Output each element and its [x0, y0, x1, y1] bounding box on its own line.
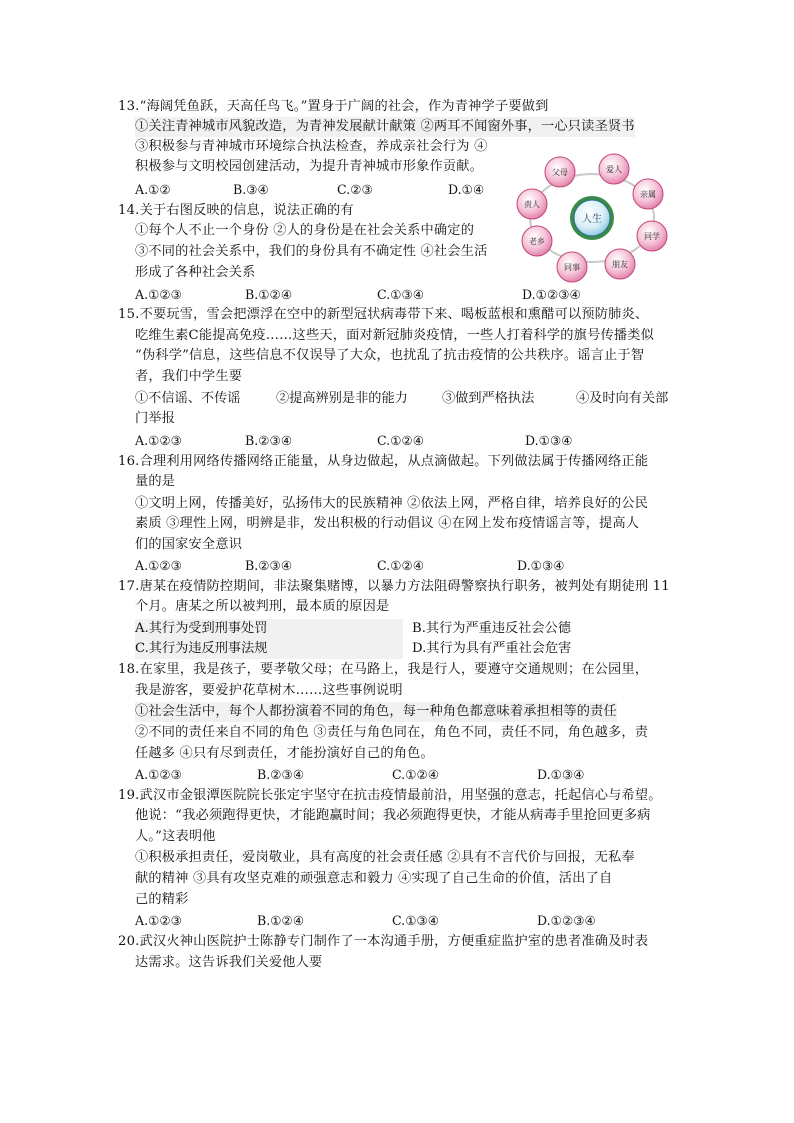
option-d[interactable]: D.①②③④: [537, 913, 596, 928]
option-b[interactable]: B.①②④: [245, 287, 293, 302]
option-a[interactable]: A.①②: [135, 182, 171, 197]
q19-line-1: 19.武汉市金银潭医院院长张定宇坚守在抗击疫情最前沿，用坚强的意志，托起信心与希望。: [118, 788, 662, 803]
svg-text:同事: 同事: [564, 263, 580, 272]
q17-option-a[interactable]: A.其行为受到刑事处罚: [135, 619, 403, 639]
node-friends: [605, 249, 635, 279]
q14-stem: 14.关于右图反映的信息，说法正确的有: [118, 203, 354, 218]
svg-text:父母: 父母: [552, 168, 568, 177]
q18-statement-1: ①社会生活中，每个人都扮演着不同的角色，每一种角色都意味着承担相等的责任: [135, 702, 617, 722]
q14-statement-2: ③不同的社会关系中，我们的身份具有不确定性 ④社会生活: [135, 244, 488, 259]
q20-line-1: 20.武汉火神山医院护士陈静专门制作了一本沟通手册，方便重症监护室的患者准确及时表: [118, 934, 649, 949]
q19-statement-1: ①积极承担责任，爱岗敬业，具有高度的社会责任感 ②具有不言代价与回报，无私奉: [135, 850, 635, 865]
option-b[interactable]: B.①②④: [257, 913, 305, 928]
q13-statement-3: 积极参与文明校园创建活动，为提升青神城市形象作贡献。: [135, 159, 484, 174]
node-colleagues: [557, 252, 587, 282]
q15-line-4: 者，我们中学生要: [135, 369, 243, 384]
social-relations-diagram: [508, 152, 676, 284]
option-a[interactable]: A.①②③: [135, 287, 182, 302]
q16-statement-2: 素质 ③理性上网，明辨是非，发出积极的行动倡议 ④在网上发布疫情谣言等，提高人: [135, 516, 640, 531]
option-b[interactable]: B.②③④: [257, 767, 305, 782]
option-d[interactable]: D.①②③④: [522, 287, 581, 302]
option-c[interactable]: C.①③④: [377, 287, 425, 302]
q18-statement-2: ②不同的责任来自不同的角色 ③责任与角色同在，角色不同，责任不同，角色越多，责: [135, 725, 649, 740]
option-c[interactable]: C.①②④: [392, 767, 440, 782]
center-label: 人生: [582, 214, 602, 225]
node-spouse: [599, 154, 629, 184]
q15-statement-1: ①不信谣、不传谣: [135, 391, 241, 406]
svg-text:朋友: 朋友: [612, 260, 628, 269]
node-relatives: [633, 179, 663, 209]
svg-text:老乡: 老乡: [529, 237, 545, 246]
q16-line-1: 16.合理利用网络传播网络正能量，从身边做起，从点滴做起。下列做法属于传播网络正能: [118, 454, 649, 469]
option-a[interactable]: A.①②③: [135, 913, 182, 928]
q19-line-3: 人。”这表明他: [135, 829, 216, 844]
relations-svg: [508, 152, 676, 284]
option-b[interactable]: B.②③④: [245, 558, 293, 573]
option-d[interactable]: D.①③④: [537, 767, 585, 782]
q17-option-c[interactable]: C.其行为违反刑事法规: [135, 639, 403, 659]
q13-stem: 13.“海阔凭鱼跃，天高任鸟飞。”置身于广阔的社会，作为青神学子要做到: [118, 99, 549, 114]
q15-statement-4: ④及时向有关部: [576, 391, 669, 406]
q15-statement-3: ③做到严格执法: [442, 391, 535, 406]
svg-text:亲属: 亲属: [640, 190, 656, 199]
option-a[interactable]: A.①②③: [135, 767, 182, 782]
q14-statement-3: 形成了各种社会关系: [135, 265, 256, 280]
q18-line-1: 18.在家里，我是孩子，要孝敬父母；在马路上，我是行人，要遵守交通规则；在公园里，: [118, 662, 649, 677]
option-c[interactable]: C.①②④: [377, 433, 425, 448]
svg-text:爱人: 爱人: [606, 165, 622, 174]
q17-line-1: 17.唐某在疫情防控期间，非法聚集赌博，以暴力方法阻碍警察执行职务，被判处有期徒刑 11: [118, 579, 670, 594]
option-b[interactable]: B.②③④: [245, 433, 293, 448]
option-d[interactable]: D.①③④: [517, 558, 565, 573]
node-responsible-person: [517, 189, 547, 219]
option-c[interactable]: C.①③④: [392, 913, 440, 928]
q20-line-2: 达需求。这告诉我们关爱他人要: [135, 955, 323, 970]
q19-statement-3: 己的精彩: [135, 892, 189, 907]
q14-statement-1: ①每个人不止一个身份 ②人的身份是在社会关系中确定的: [135, 223, 475, 238]
q15-line-1: 15.不要玩雪，雪会把漂浮在空中的新型冠状病毒带下来、喝板蓝根和熏醋可以预防肺炎、: [118, 307, 649, 322]
q15-line-3: “伪科学”信息，这些信息不仅误导了大众，也扰乱了抗击疫情的公共秩序。谣言止于智: [135, 348, 645, 363]
option-c[interactable]: C.②③: [337, 182, 373, 197]
q15-line-2: 吃维生素C能提高免疫……这些天，面对新冠肺炎疫情，一些人打着科学的旗号传播类似: [135, 328, 655, 343]
q16-line-2: 量的是: [135, 474, 176, 489]
option-b[interactable]: B.③④: [233, 182, 269, 197]
q17-line-2: 个月。唐某之所以被判刑，最本质的原因是: [135, 599, 390, 614]
option-a[interactable]: A.①②③: [135, 433, 182, 448]
q16-statement-3: 们的国家安全意识: [135, 537, 243, 552]
q19-statement-2: 献的精神 ③具有攻坚克难的顽强意志和毅力 ④实现了自己生命的价值，活出了自: [135, 871, 613, 886]
q16-statement-1: ①文明上网，传播美好，弘扬伟大的民族精神 ②依法上网，严格自律，培养良好的公民: [135, 496, 649, 511]
option-d[interactable]: D.①④: [448, 182, 485, 197]
q17-option-b[interactable]: B.其行为严重违反社会公德: [412, 621, 571, 636]
option-a[interactable]: A.①②③: [135, 558, 182, 573]
q13-statement-1: ①关注青神城市风貌改造，为青神发展献计献策 ②两耳不闻窗外事，一心只读圣贤书: [135, 117, 635, 137]
svg-text:同学: 同学: [644, 232, 660, 241]
node-classmates: [637, 221, 667, 251]
option-c[interactable]: C.①②④: [377, 558, 425, 573]
q15-statement-4-cont: 门举报: [135, 411, 176, 426]
q15-statement-2: ②提高辨别是非的能力: [276, 391, 408, 406]
q13-statement-2: ③积极参与青神城市环境综合执法检查，养成亲社会行为 ④: [135, 139, 488, 154]
q17-option-d[interactable]: D.其行为具有严重社会危害: [412, 641, 572, 656]
node-townsman: [522, 226, 552, 256]
q18-line-2: 我是游客，要爱护花草树木……这些事例说明: [135, 683, 403, 698]
svg-text:责人: 责人: [524, 200, 540, 209]
q18-statement-3: 任越多 ④只有尽到责任，才能扮演好自己的角色。: [135, 746, 434, 761]
q19-line-2: 他说：“我必须跑得更快，才能跑赢时间；我必须跑得更快，才能从病毒手里抢回更多病: [135, 808, 651, 823]
node-parents: [545, 157, 575, 187]
option-d[interactable]: D.①③④: [525, 433, 573, 448]
